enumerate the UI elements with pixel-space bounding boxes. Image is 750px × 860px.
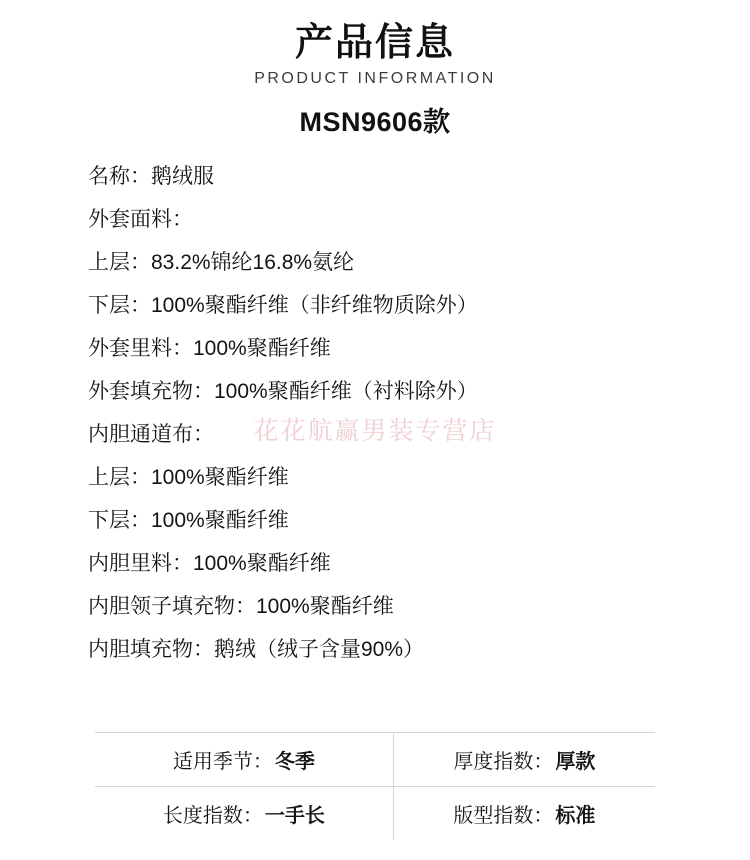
spec-row: 下层：100%聚酯纤维（非纤维物质除外） [88, 293, 478, 317]
spec-row: 名称：鹅绒服 [88, 164, 214, 188]
attribute-table [95, 733, 655, 840]
attribute-cell-season [95, 733, 393, 787]
attribute-label: 适用季节： [172, 751, 273, 773]
shop-watermark: 花花航赢男装专营店 [253, 418, 497, 445]
attribute-cell-thickness [393, 733, 655, 787]
attribute-value: 厚款 [555, 751, 596, 773]
attribute-value: 一手长 [264, 805, 325, 827]
model-number: MSN9606款 [299, 106, 451, 137]
spec-row: 上层：100%聚酯纤维 [88, 465, 289, 489]
spec-row: 内胆通道布： [88, 422, 214, 446]
spec-row: 外套填充物：100%聚酯纤维（衬料除外） [88, 379, 478, 403]
spec-row: 内胆填充物：鹅绒（绒子含量90%） [88, 637, 425, 661]
attribute-label: 厚度指数： [453, 751, 554, 773]
specification-list [0, 155, 750, 671]
attribute-cell-length [95, 787, 393, 841]
attribute-value: 标准 [555, 805, 596, 827]
attribute-label: 长度指数： [162, 805, 263, 827]
attribute-cell-fit [393, 787, 655, 841]
spec-row: 上层：83.2%锦纶16.8%氨纶 [88, 250, 355, 274]
spec-row: 内胆领子填充物：100%聚酯纤维 [88, 594, 394, 618]
product-info-header [0, 0, 750, 139]
spec-row: 下层：100%聚酯纤维 [88, 508, 289, 532]
table-row [95, 733, 655, 787]
spec-row: 外套里料：100%聚酯纤维 [88, 336, 331, 360]
page-title: 产品信息 [294, 22, 455, 64]
spec-row: 内胆里料：100%聚酯纤维 [88, 551, 331, 575]
attribute-label: 版型指数： [453, 805, 554, 827]
page-subtitle-english: PRODUCT INFORMATION [254, 69, 496, 87]
table-row [95, 787, 655, 841]
spec-row: 外套面料： [88, 207, 193, 231]
attribute-value: 冬季 [274, 751, 315, 773]
